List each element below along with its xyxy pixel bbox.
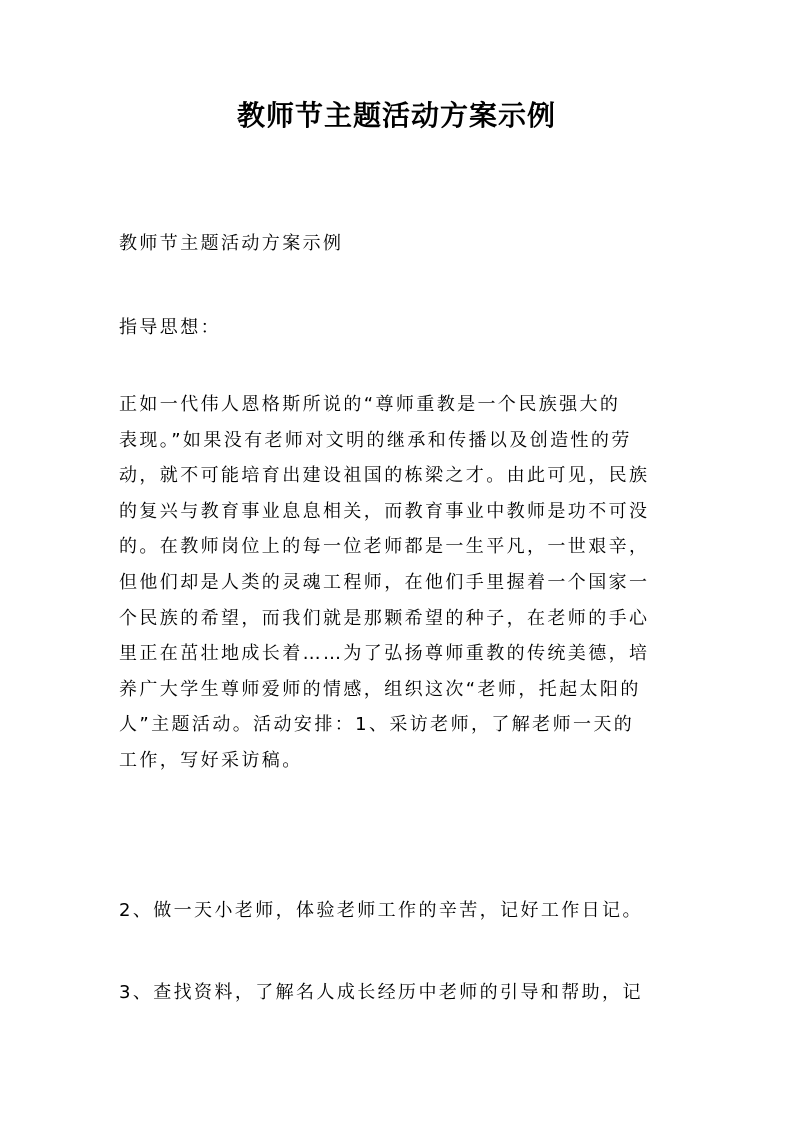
paragraph-line: 动，就不可能培育出建设祖国的栋梁之才。由此可见，民族 <box>119 465 650 487</box>
intro-line: 教师节主题活动方案示例 <box>119 233 344 254</box>
main-paragraph <box>119 387 679 779</box>
paragraph-line: 人”主题活动。活动安排：1、采访老师，了解老师一天的 <box>119 714 635 736</box>
paragraph-line: 表现。”如果没有老师对文明的继承和传播以及创造性的劳 <box>119 429 632 451</box>
guide-heading: 指导思想： <box>119 317 221 338</box>
paragraph-line: 里正在茁壮地成长着……为了弘扬尊师重教的传统美德，培 <box>119 643 650 665</box>
paragraph-line: 但他们却是人类的灵魂工程师，在他们手里握着一个国家一 <box>119 571 650 593</box>
list-item-2: 2、做一天小老师，体验老师工作的辛苦，记好工作日记。 <box>119 900 643 921</box>
paragraph-line: 的复兴与教育事业息息相关，而教育事业中教师是功不可没 <box>119 500 650 522</box>
paragraph-line: 工作，写好采访稿。 <box>119 749 303 771</box>
document-title: 教师节主题活动方案示例 <box>236 99 556 132</box>
list-item-3: 3、查找资料，了解名人成长经历中老师的引导和帮助，记 <box>119 982 643 1003</box>
paragraph-line: 个民族的希望，而我们就是那颗希望的种子，在老师的手心 <box>119 607 650 629</box>
paragraph-line: 养广大学生尊师爱师的情感，组织这次“老师，托起太阳的 <box>119 678 641 700</box>
paragraph-line: 的。在教师岗位上的每一位老师都是一生平凡，一世艰辛， <box>119 536 650 558</box>
paragraph-line: 正如一代伟人恩格斯所说的“尊师重教是一个民族强大的 <box>119 394 621 415</box>
